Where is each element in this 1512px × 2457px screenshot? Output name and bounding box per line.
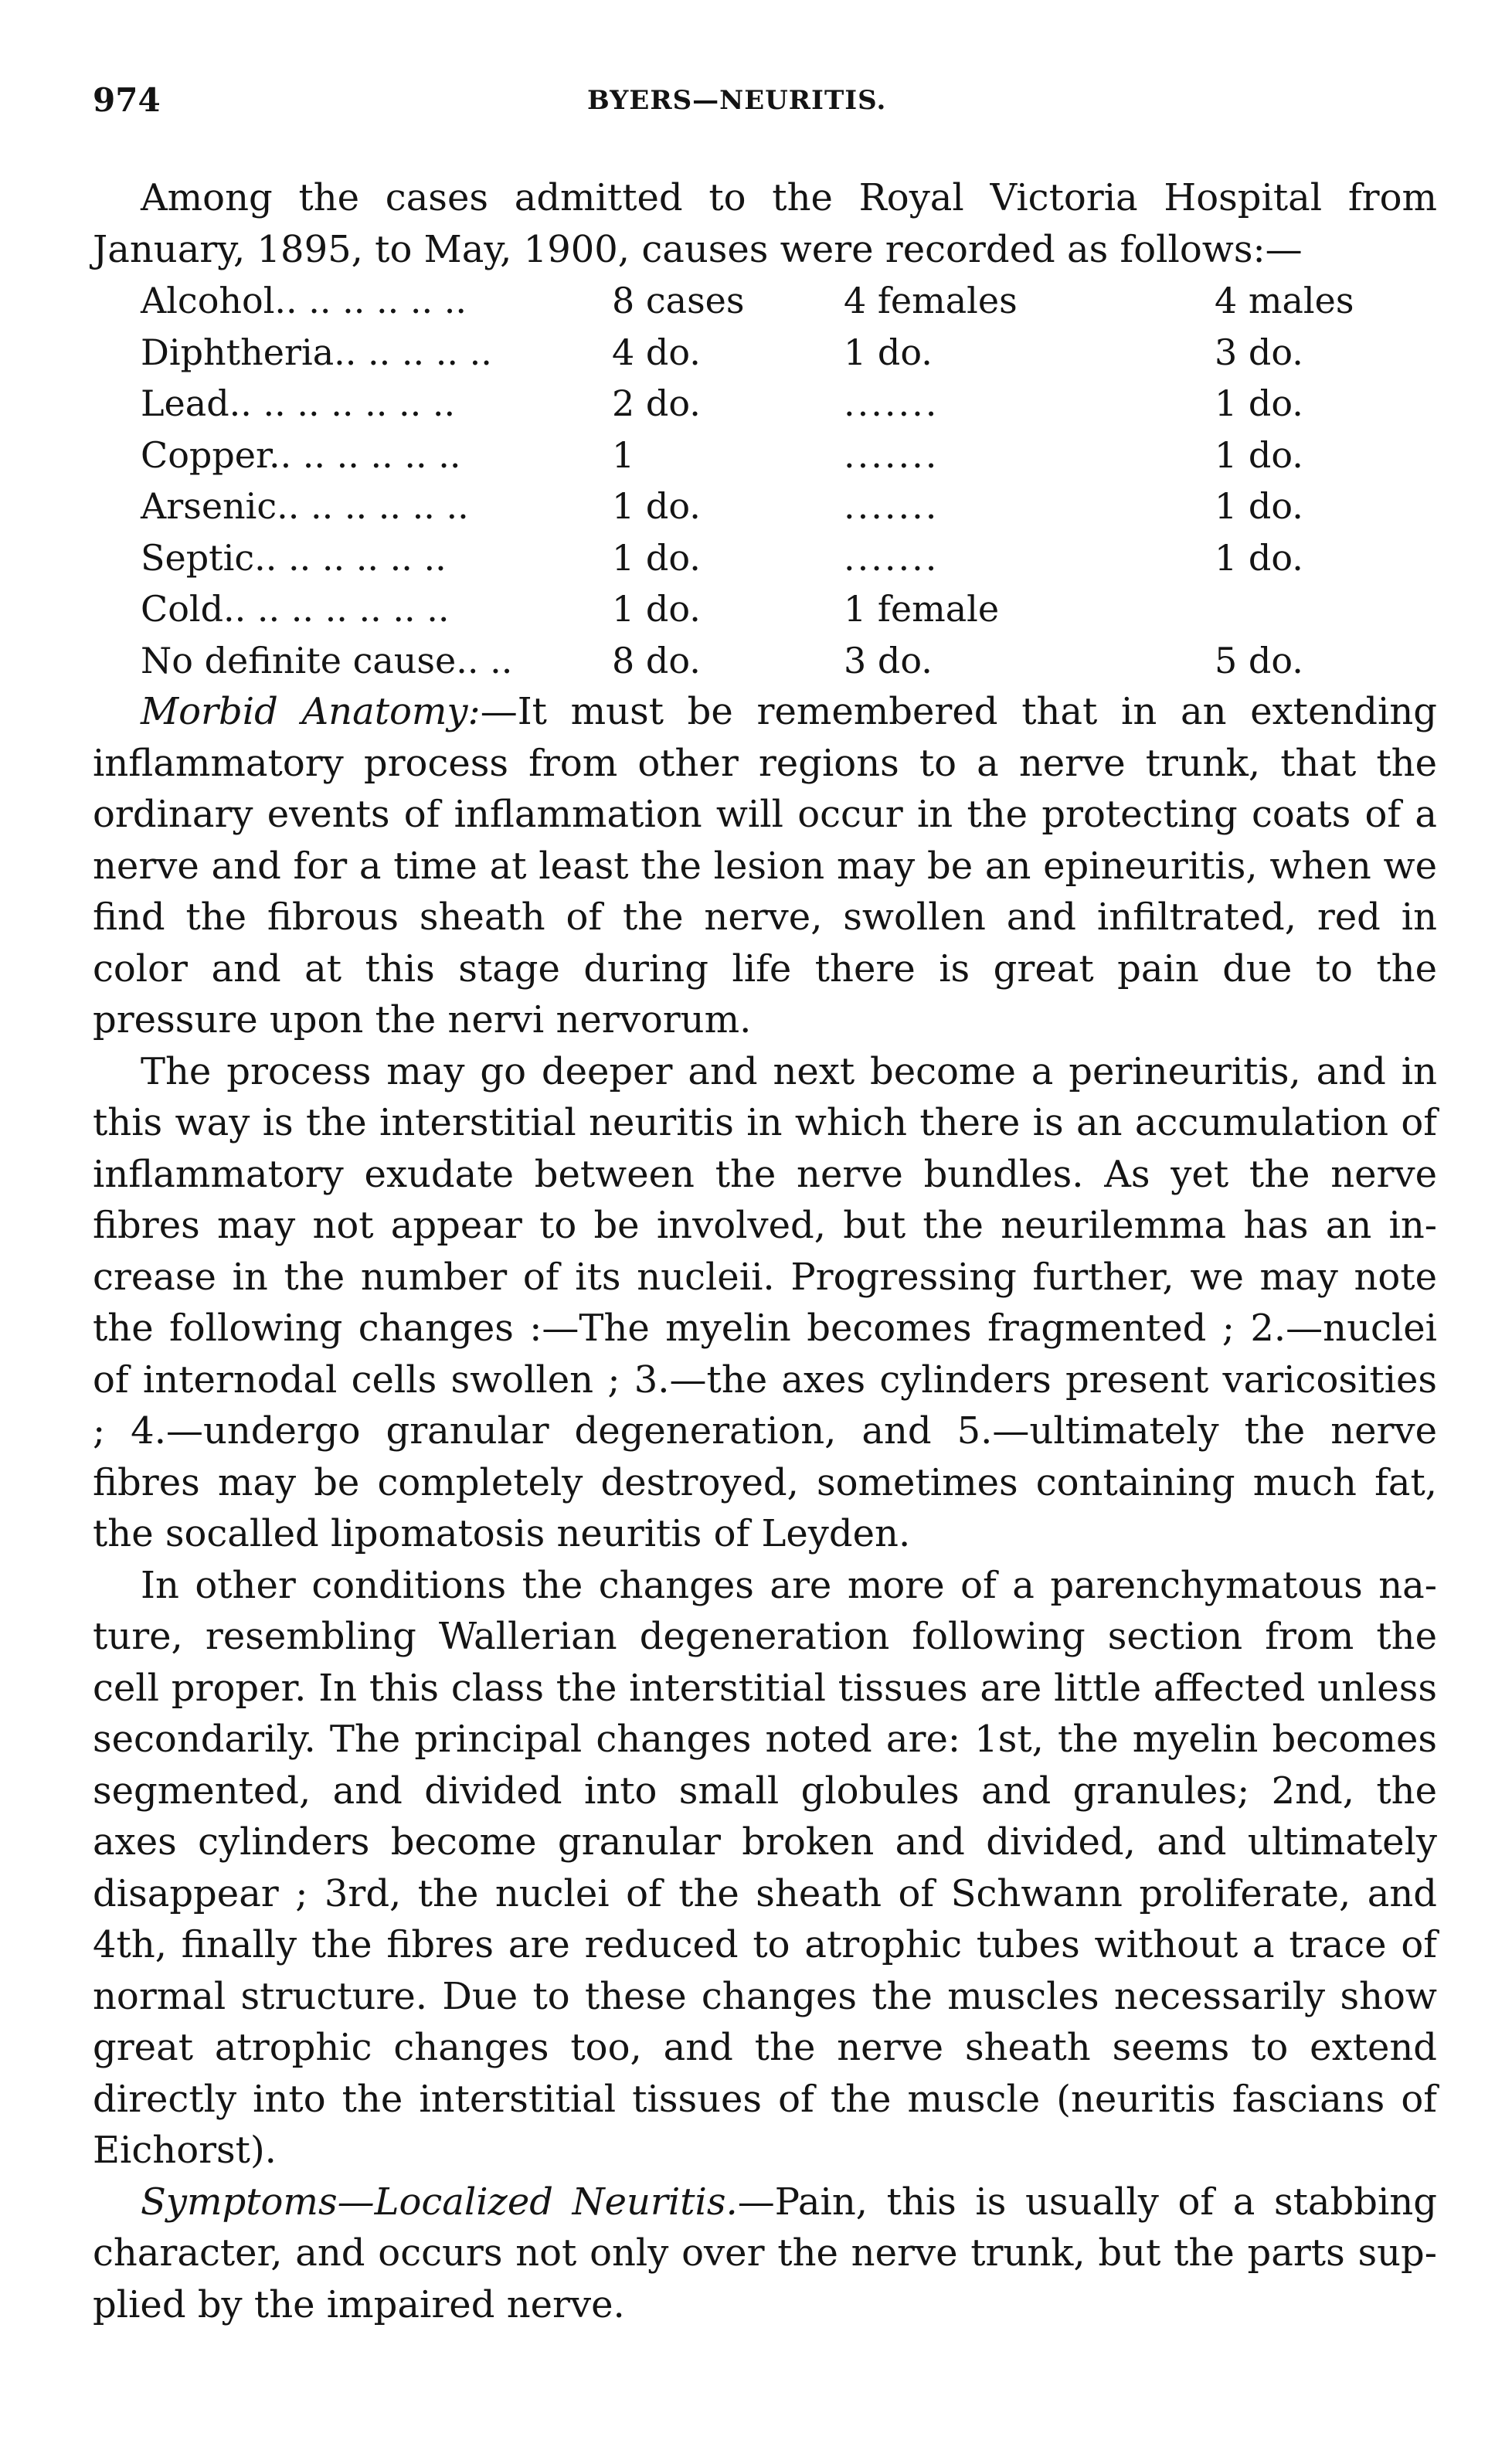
females-cell: 3 do.: [844, 639, 933, 681]
males-cell: 1 do.: [1215, 485, 1303, 527]
cause-cell: Diphtheria.. .. .. .. ..: [141, 331, 492, 373]
symptoms-heading: Symptoms—Localized Neuritis.: [141, 2180, 738, 2224]
cause-cell: No definite cause.. ..: [141, 639, 513, 681]
cause-cell: Lead.. .. .. .. .. .. ..: [141, 382, 456, 424]
table-row: [141, 481, 1392, 532]
table-row: [141, 327, 1392, 379]
males-cell: 3 do.: [1215, 331, 1303, 373]
page-number: 974: [93, 81, 161, 119]
table-row: [141, 583, 1392, 635]
males-cell: 1 do.: [1215, 433, 1303, 476]
causes-table: [141, 275, 1392, 686]
intro-paragraph: Among the cases admitted to the Royal Victoria Hospital from January, 1895, to May, 1900, causes were recorded as follows:—: [93, 176, 1437, 271]
males-cell: 1 do.: [1215, 536, 1303, 579]
running-head: [93, 73, 1437, 127]
cases-cell: 1: [612, 433, 635, 476]
process-paragraph: The process may go deeper and next become a perineuritis, and in this way is the interstitial neuritis in which there is an accumulation of inflammatory exudate between the nerve bundles. As yet the nerve fibres may not appear to be involved, but the neurilemma has an increase in the number of its nucleii. Progressing further, we may note the following changes :—The myelin becomes fragmented ; 2.—nuclei of internodal cells swollen ; 3.—the axes cylinders present varicosities ; 4.—undergo granular degeneration, and 5.—ultimately the nerve fibres may be completely destroyed, sometimes containing much fat, the socalled lipomatosis neuritis of Leyden.: [93, 1049, 1437, 1555]
table-row: [141, 378, 1392, 430]
cases-cell: 2 do.: [612, 382, 701, 424]
parenchymatous-paragraph: In other conditions the changes are more of a parenchymatous nature, resembling Wallerian degeneration following section from the cell proper. In this class the interstitial tissues are little affected unless secondarily. The principal changes noted are: 1st, the myelin becomes segmented, and divided into small globules and granules; 2nd, the axes cylinders become granular broken and divided, and ultimately disappear ; 3rd, the nuclei of the sheath of Schwann proliferate, and 4th, finally the fibres are reduced to atrophic tubes without a trace of normal structure. Due to these changes the muscles necessarily show great atrophic changes too, and the nerve sheath seems to extend directly into the interstitial tissues of the muscle (neuritis fascians of Eichorst).: [93, 1563, 1437, 2172]
cause-cell: Alcohol.. .. .. .. .. ..: [141, 280, 467, 321]
females-cell: .......: [844, 433, 939, 476]
table-row: [141, 430, 1392, 481]
table-row: [141, 532, 1392, 584]
cases-cell: 1 do.: [612, 588, 701, 630]
morbid-anatomy-paragraph: [93, 686, 1437, 1046]
females-cell: .......: [844, 382, 939, 424]
females-cell: 4 females: [844, 280, 1018, 321]
males-cell: 5 do.: [1215, 639, 1303, 681]
table-row: [141, 275, 1392, 327]
table-row: [141, 635, 1392, 687]
morbid-anatomy-text: —It must be remembered that in an extending inflammatory process from other regions to a nerve trunk, that the ordinary events of inflammation will occur in the protecting coats of a nerve and for a time at least the lesion may be an epineuritis, when we find the fibrous sheath of the nerve, swollen and infiltrated, red in color and at this stage during life there is great pain due to the pressure upon the nervi nervorum.: [93, 690, 1437, 1042]
running-title: BYERS—NEURITIS.: [587, 85, 887, 116]
females-cell: 1 do.: [844, 331, 933, 373]
symptoms-paragraph: [93, 2177, 1437, 2331]
book-page: [93, 73, 1437, 2330]
cases-cell: 4 do.: [612, 331, 701, 373]
females-cell: 1 female: [844, 588, 1000, 630]
cause-cell: Copper.. .. .. .. .. ..: [141, 433, 461, 476]
symptoms-text: —Pain, this is usually of a stabbing character, and occurs not only over the nerve trunk, but the parts supplied by the impaired nerve.: [93, 2180, 1437, 2326]
body-text: [93, 172, 1437, 2330]
cause-cell: Cold.. .. .. .. .. .. ..: [141, 588, 450, 630]
cases-cell: 1 do.: [612, 536, 701, 579]
cause-cell: Septic.. .. .. .. .. ..: [141, 536, 447, 579]
morbid-anatomy-heading: Morbid Anatomy:: [141, 690, 481, 733]
cases-cell: 1 do.: [612, 485, 701, 527]
females-cell: .......: [844, 536, 939, 579]
cause-cell: Arsenic.. .. .. .. .. ..: [141, 485, 469, 527]
cases-cell: 8 cases: [612, 280, 745, 321]
males-cell: [1215, 583, 1392, 635]
cases-cell: 8 do.: [612, 639, 701, 681]
females-cell: .......: [844, 485, 939, 527]
males-cell: 1 do.: [1215, 382, 1303, 424]
males-cell: 4 males: [1215, 280, 1354, 321]
